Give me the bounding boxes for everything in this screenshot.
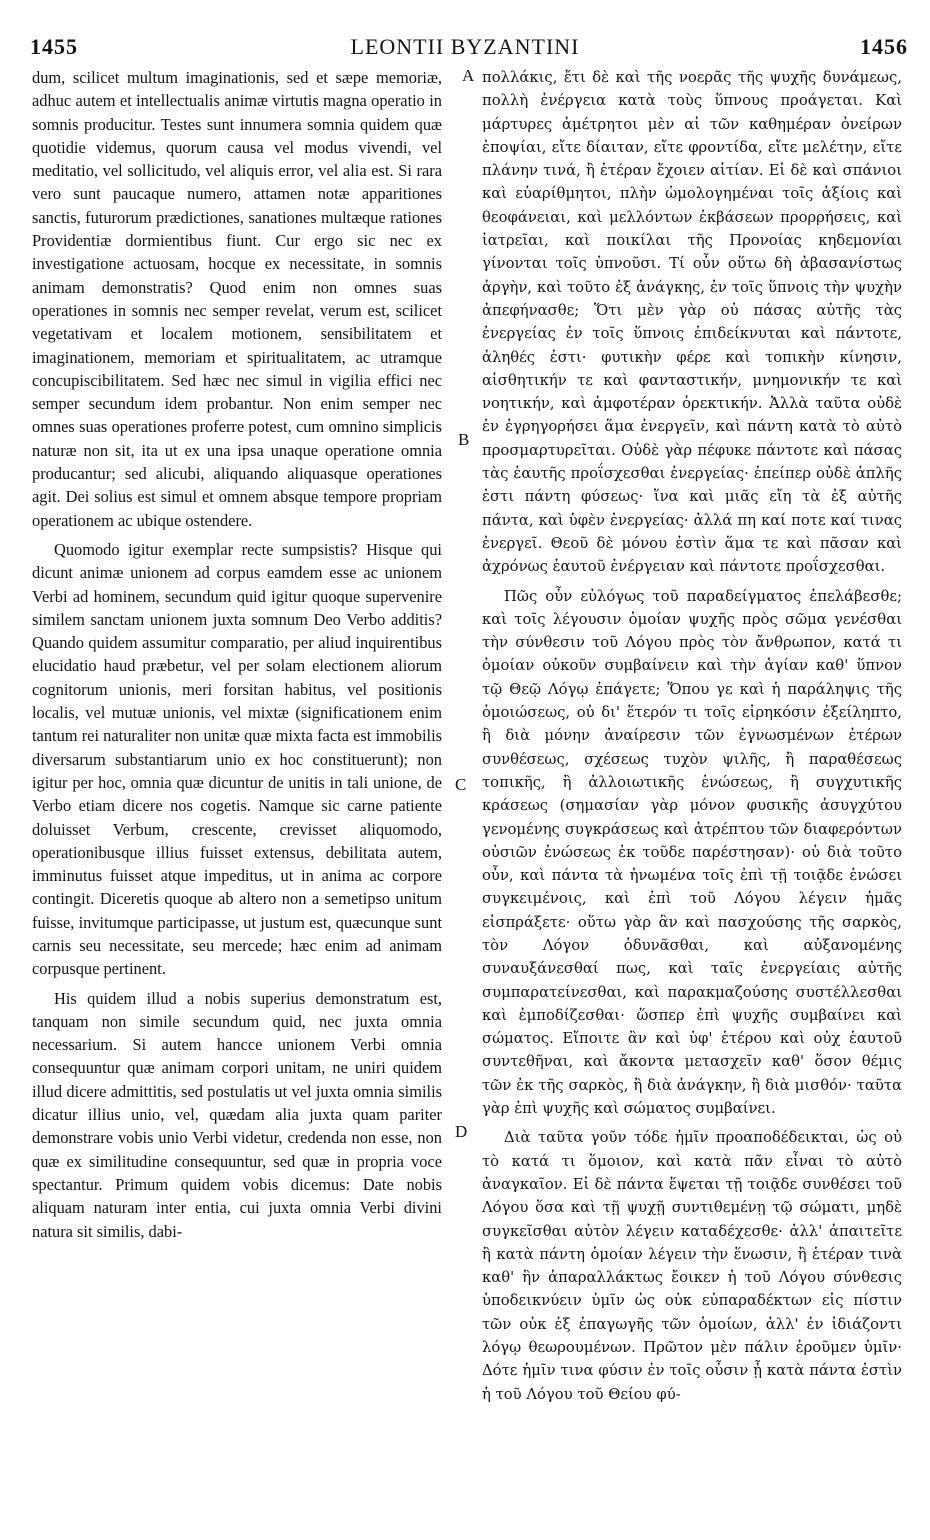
greek-paragraph: Πῶς οὖν εὐλόγως τοῦ παραδείγματος ἐπελάβεσθε; καὶ τοῖς λέγουσιν ὁμοίαν ψυχῆς πρὸς σῶμα γενέσθαι τὴν σύνθεσιν τοῦ Λόγου πρὸς τὸν ἄνθρωπον, κατά τι ὁμοίαν οὐκοῦν συμβαίνειν καὶ τὴν ἁγίαν καθ' ὕπνον τῷ Θεῷ Λόγῳ ἐπάγετε; Ὅπου γε καὶ ἡ παράληψις τῆς ὁμοιώσεως, οὐ δι' ἕτερόν τι τοῖς εἰρηκόσιν ἐξείληπτο, ἢ διὰ μόνην ἀναίρεσιν τῶν ἐγνωσμένων ἑτέρων συνθέσεως, σχέσεως τυχὸν ψιλῆς, ἢ παραθέσεως τοπικῆς, ἢ ἀλλοιωτικῆς ἑνώσεως, ἢ συγχυτικῆς κράσεως (σημασίαν γὰρ μόνον φυσικῆς ἀσυγχύτου γενομένης συγκράσεως καὶ ἀτρέπτου τῶν διαφερόντων οὐσιῶν ἑνώσεως ἐκ τοῦδε παρέστησαν)· οὐ διὰ τοῦτο οὖν, καὶ πάντα τὰ ἡνωμένα τοῖς ἐπὶ τῇ τοιᾷδε ἑνώσει συγκειμένοις, καὶ ἐπὶ τοῦ Λόγου λέγειν ἡμᾶς εἰσπράξετε· οὕτω γὰρ ἂν καὶ πασχούσης τῆς σαρκὸς, τὸν Λόγον ὀδυνᾶσθαι, καὶ αὐξανομένης συναυξάνεσθαί πως, καὶ ταῖς ἐνεργείαις αὐτῆς συμπαρατείνεσθαι, καὶ παρακμαζούσης συστέλλεσθαι καὶ ἐμποδίζεσθαι· ὥσπερ ἐπὶ ψυχῆς συμβαίνει καὶ σώματος. Εἴποιτε ἂν καὶ ὑφ' ἑτέρου καὶ οὐχ ἑαυτοῦ συντεθῆναι, καὶ ἄκοντα μετασχεῖν καθ' ὅσον θέμις τῶν ἐκ τῆς σαρκὸς, ἢ διὰ ἀνάγκην, ἢ διὰ μισθόν· ταῦτα γὰρ ἐπὶ ψυχῆς καὶ σώματος συμβαίνει.: [482, 587, 902, 1118]
page-number-right: 1456: [860, 34, 908, 59]
margin-marker-c: C: [455, 775, 467, 794]
greek-paragraph: Διὰ ταῦτα γοῦν τόδε ἡμῖν προαποδέδεικται, ὡς οὐ τὸ κατά τι ὅμοιον, καὶ κατὰ πᾶν εἶναι τὸ αὐτὸ ἀναγκαῖον. Εἰ δὲ πάντα ἕψεται τῇ τοιᾷδε συνθέσει τοῦ Λόγου ὅσα καὶ τῇ ψυχῇ συντιθεμένῃ τῷ σώματι, μηδὲ συγκεῖσθαι αὐτὸν λέγειν καταδέχεσθε· ἀλλ' ἀπαιτεῖτε ἢ κατὰ πάντη ὁμοίαν λέγειν τὴν ἕνωσιν, ἢ ἑτέραν τινὰ καθ' ἣν ἀπαραλλάκτως ἔοικεν ἡ τοῦ Λόγου σύνθεσις ὑποδεικνύειν ὑμῖν ὡς οὐκ εὐπαραδέκτων εἰς πίστιν τῶν οὐκ ἐξ ἐπαγωγῆς τῶν ὁμοίων, ἀλλ' ἐν ἰδιάζοντι λόγῳ θεωρουμένων. Πρῶτον μὲν πάλιν ἐροῦμεν ὑμῖν· Δότε ἡμῖν τινα φύσιν ἐν τοῖς οὖσιν ᾗ κατὰ πάντα ἐστὶν ἡ τοῦ Λόγου τοῦ Θείου φύ-: [482, 1129, 902, 1403]
greek-paragraph: πολλάκις, ἔτι δὲ καὶ τῆς νοερᾶς τῆς ψυχῆς δυνάμεως, πολλὴ ἐνέργεια κατὰ τοὺς ὕπνους προάγεται. Καὶ μάρτυρες ἀμέτρητοι μὲν αἱ τῶν καθημέραν ὀνείρων ἐποψίαι, εἴτε δίαιταν, εἴτε φροντίδα, εἴτε μελέτην, εἴτε πλάνην τινά, ἢ ἑτέραν ἔχοιεν αἰτίαν. Εἰ δὲ καὶ σπάνιοι καὶ εὐαρίθμητοι, πλὴν ὡμολογημέναι τοῖς ἀξίοις καὶ θεοφάνειαι, καὶ μελλόντων ἐκβάσεων προρρήσεις, καὶ ἰατρεῖαι, καὶ ποικίλαι τῆς Προνοίας κηδεμονίαι γίνονται τοῖς ὑπνοῦσι. Τί οὖν οὕτω δὴ ἀβασανίστως ἀργὴν, καὶ τοῦτο ἐξ ἀνάγκης, ἐν τοῖς ὕπνοις τὴν ψυχὴν ἀπεφήνασθε; Ὅτι μὲν γὰρ οὐ πάσας αὐτῆς τὰς ἐνεργείας ἐν τοῖς ὕπνοις ἐπιδείκνυται καὶ πάντοτε, ἀληθές ἐστι· φυτικὴν φέρε καὶ τοπικὴν κίνησιν, αἰσθητικήν τε καὶ φανταστικήν, μνημονικήν τε καὶ νοητικήν, καὶ ἀμφοτέραν ὀρεκτικήν. Ἀλλὰ ταῦτα οὐδὲ ἐν ἐγρηγορήσει ἅμα ἐνεργεῖν, καὶ πάντη κατὰ τὸ αὐτὸ προσμαρτυρεῖται. Οὐδὲ γὰρ πέφυκε πάντοτε καὶ πάσας τὰς ἑαυτῆς προΐσχεσθαι ἐνεργείας· ἐπείπερ οὐδὲ ἁπλῆς ἐστι πάντη φύσεως· ἵνα καὶ μιᾶς εἴη τὰ ἐξ αὐτῆς πάντα, καὶ ὑφὲν ἐνεργείας· ἀλλά πη καί ποτε καί τινας ἐνεργεῖ. Θεοῦ δὲ μόνου ἐστὶν ἅμα τε καὶ πᾶσαν καὶ ἀχρόνως ἑαυτοῦ ἐνέργειαν καὶ πάντοτε προΐσχεσθαι.: [482, 69, 902, 576]
greek-column: [482, 66, 902, 1406]
latin-paragraph: dum, scilicet multum imaginationis, sed et sæpe memoriæ, adhuc autem et intellectualis animæ virtutis magna operatio in somnis producitur. Testes sunt innumera somnia quidem quæ quotidie videmus, quorum causa vel modus vivendi, vel meditatio, vel sollicitudo, vel aliquis error, vel alia est. Si rara vero sunt paucaque numero, attamen notæ apparitiones sanctis, futurorum prædictiones, sanationes multæque rationes Providentiæ dormientibus fiunt. Cur ergo sic nec ex investigatione actuosam, hocque ex necessitate, in somnis animam demonstratis? Quod enim non omnes suas operationes in somnis nec semper revelat, verum est, scilicet vegetativam et localem motionem, sensibilitatem et imaginationem, memoriam et spiritualitatem, ac utramque concupiscibilitatem. Sed hæc nec simul in vigilia effici nec semper secundum idem probantur. Non enim semper nec omnes suas operationes proferre potest, cum omnino simplicis naturæ non sit, ita ut ex una ipsa unaque operatione omnia producantur; sed alicubi, aliquando aliquasque operationes agit. Dei solius est simul et omnem absque tempore propriam operationem ac ubique ostendere.: [32, 68, 442, 530]
latin-paragraph: His quidem illud a nobis superius demonstratum est, tanquam non simile secundum quid, nec juxta omnia necessarium. Si autem hancce unionem Verbi omnia consequuntur quæ animam corpori unitam, ne uniri quidem illud dicere admittitis, sed postulatis ut vel juxta omnia similis dicatur illius unio, vel, quædam alia juxta quam pariter demonstrare vobis unio Verbi videtur, credenda non esse, non quæ ex similitudine consequuntur, sed quæ in propria voce spectantur. Primum quidem vobis dicemus: Date nobis aliquam naturam inter entia, cui juxta omnia Verbi divini natura sit similis, dabi-: [32, 988, 442, 1241]
page-number-left: 1455: [30, 34, 78, 59]
latin-paragraph: Quomodo igitur exemplar recte sumpsistis? Hisque qui dicunt animæ unionem ad corpus eamdem esse ac unionem Verbi ad hominem, secundum quid igitur quoque supervenire similem sanctam unionem juxta somnum Deo Verbo additis? Quando quidem assumitur comparatio, per aliud inquirentibus elucidatio haud præbetur, vel per solam electionem aliorum cognitorum unionis, meri forsitan habitus, vel positionis localis, vel mutuæ unionis, vel mixtæ (significationem enim tantum rei naturaliter non unitæ quæ mixta facta est immobilis diversarum substantiarum unio ex hoc constituerunt); non igitur per hoc, omnia quæ dicuntur de unitis in tali unione, de Verbo etiam dicere nos cogetis. Namque sic carne patiente doluisset Verbum, crescente, crevisset aliquomodo, operationibusque illius fuisset extensus, debilitata autem, imminutus fuisset atque impeditus, ut in anima ac corpore contingit. Diceretis quoque ab altero non a semetipso unitum fuisse, invitumque participasse, ut justum est, quæcunque sunt carnis seu necessitate, seu mercede; hæc enim ad animam corpusque pertinent.: [32, 539, 442, 979]
running-title: LEONTII BYZANTINI: [350, 34, 580, 59]
latin-column: [32, 66, 442, 1243]
margin-marker-b: B: [458, 430, 470, 449]
margin-marker-a: A: [462, 66, 475, 85]
margin-marker-d: D: [455, 1122, 468, 1141]
page-header: [30, 34, 908, 62]
